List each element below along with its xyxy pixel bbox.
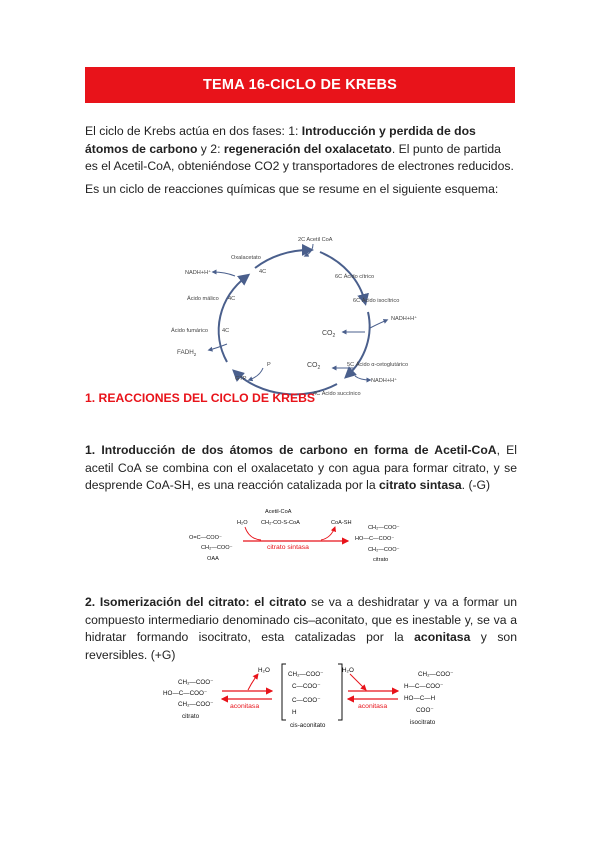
step1-text-1: , El acetil CoA se combina con el oxalacetato y con agua para formar citrato, y se desprende CoA-SH, es una reacción catalizada por la [85, 443, 517, 492]
reagent-acetil-coa: Acetil-CoA [265, 509, 292, 515]
citrato-r2-line-1: CH₂—COO⁻ [178, 679, 214, 686]
step1-text-2: . (-G) [461, 478, 491, 492]
reagent-h2o: H₂O [237, 520, 248, 526]
citrato-line-3: CH₂—COO⁻ [368, 547, 400, 553]
label-acido-citrico: 6C Ácido cítrico [335, 274, 375, 280]
label-nadh-right: NADH+H⁺ [391, 316, 418, 322]
reagent-acetil-formula: CH₂-CO-S-CoA [261, 520, 300, 526]
cycle-arc-top-left [255, 250, 310, 268]
side-arrow-nadh-right [370, 320, 387, 328]
isocitrato-line-2: H—C—COO⁻ [404, 683, 444, 690]
step1-enzyme: citrato sintasa [379, 478, 462, 492]
label-oxalacetato: Oxalacetato [231, 255, 261, 261]
reaction1-h2o-arrow [245, 527, 261, 540]
isocitrato-line-1: CH₂—COO⁻ [418, 671, 454, 678]
reaction1-coash-arrow [321, 527, 335, 540]
label-co2-2: $CO_2$ [307, 362, 321, 371]
citrato-label: citrato [373, 557, 389, 563]
r2-h2o-right: H₂O [342, 667, 354, 674]
side-arrow-nadh-bottom [355, 376, 370, 380]
intro-bold-1: Introducción y perdida de dos átomos de carbono [85, 124, 476, 156]
isocitrato-line-3: HO—C—H [404, 695, 436, 702]
intro-text-2: y 2: [197, 141, 224, 156]
reaction-citrato-sintasa [183, 505, 423, 567]
citrato-line-1: CH₂—COO⁻ [368, 525, 400, 531]
label-co2-1: $CO_2$ [322, 330, 336, 339]
intro-text-3: . El punto de partida es el Acetil-CoA, obteniéndose CO2 y transportadores de electrones reducidos. [85, 141, 514, 173]
side-arrow-fadh [209, 344, 227, 350]
citrato-line-2: HO—C—COO⁻ [355, 536, 395, 542]
cis-line-4: H [292, 709, 297, 716]
page-title: TEMA 16-CICLO DE KREBS [203, 77, 397, 93]
cis-aconitato-label: cis-aconitato [290, 722, 326, 729]
oaa-line-1: O=C—COO⁻ [189, 535, 222, 541]
step1-paragraph [85, 442, 517, 495]
intro-bold-2: regeneración del oxalacetato [223, 141, 392, 156]
label-nadh-left: NADH+H⁺ [185, 270, 212, 276]
r2-h2o-arrow-right [350, 674, 366, 690]
step2-bold-2: aconitasa [414, 630, 471, 644]
label-acido-fumarico: Ácido fumárico [171, 328, 208, 334]
title-banner [85, 67, 515, 103]
oaa-label: OAA [207, 556, 219, 562]
label-gtp: GTP [235, 376, 247, 382]
section-heading-reacciones: 1. REACCIONES DEL CICLO DE KREBS [85, 391, 316, 405]
label-fadh2: $FADH_2$ [177, 349, 197, 357]
step2-text-1: se va a deshidratar y va a formar un compuesto intermediario denominado cis–aconitato, que es inestable y, se va a hidratar formando isocitrato, esta catalizadas por la [85, 595, 517, 644]
cis-line-3: C—COO⁻ [292, 697, 321, 704]
side-arrow-nadh-left [213, 272, 235, 276]
isocitrato-label: isocitrato [410, 719, 436, 726]
step2-bold-1: 2. Isomerización del citrato: el citrato [85, 595, 307, 609]
cis-line-1: CH₂—COO⁻ [288, 671, 324, 678]
reaction1-enzyme: citrato sintasa [267, 544, 309, 551]
cycle-arc-left [219, 276, 247, 362]
citrato-r2-line-2: HO—C—COO⁻ [163, 690, 208, 697]
label-4c-fumarico: 4C [222, 328, 230, 334]
label-4c-oxalacetato: 4C [259, 269, 267, 275]
isocitrato-line-4: COO⁻ [416, 707, 434, 714]
reaction-aconitasa [160, 662, 460, 730]
intro-text-1: El ciclo de Krebs actúa en dos fases: 1: [85, 124, 302, 138]
r2-enzyme-right: aconitasa [358, 703, 388, 710]
intro-paragraph [85, 123, 517, 176]
label-acetil-coa: 2C Acetil CoA [298, 237, 333, 243]
label-nadh-bottom: NADH+H⁺ [371, 378, 398, 384]
citrato-r2-line-3: CH₂—COO⁻ [178, 701, 214, 708]
step1-bold: 1. Introducción de dos átomos de carbono en forma de Acetil-CoA [85, 443, 497, 457]
side-arrow-gtp [249, 368, 263, 380]
label-acido-succinico: 4C Ácido succínico [313, 391, 361, 397]
step2-paragraph [85, 594, 517, 664]
step2-text-2: y son reversibles. (+G) [85, 630, 517, 662]
cis-line-2: C—COO⁻ [292, 683, 321, 690]
oaa-line-2: CH₂—COO⁻ [201, 545, 233, 551]
citrato-r2-label: citrato [182, 713, 200, 720]
r2-h2o-arrow-left [248, 674, 258, 690]
intro-paragraph-2: Es un ciclo de reacciones químicas que se resume en el siguiente esquema: [85, 182, 499, 196]
label-p: P [267, 362, 271, 368]
cis-aconitato-bracket-left [282, 664, 286, 720]
r2-h2o-left: H₂O [258, 667, 270, 674]
krebs-cycle-diagram [165, 228, 435, 403]
label-alfa-cetoglutarico: 5C Ácido α-cetoglutárico [347, 362, 409, 368]
r2-enzyme-left: aconitasa [230, 703, 260, 710]
label-acido-malico: Ácido málico [187, 296, 219, 302]
label-4c-malico: 4C [228, 296, 236, 302]
label-acido-isocitrico: 6C Ácido isocítrico [353, 298, 400, 304]
product-coa-sh: CoA-SH [331, 520, 352, 526]
